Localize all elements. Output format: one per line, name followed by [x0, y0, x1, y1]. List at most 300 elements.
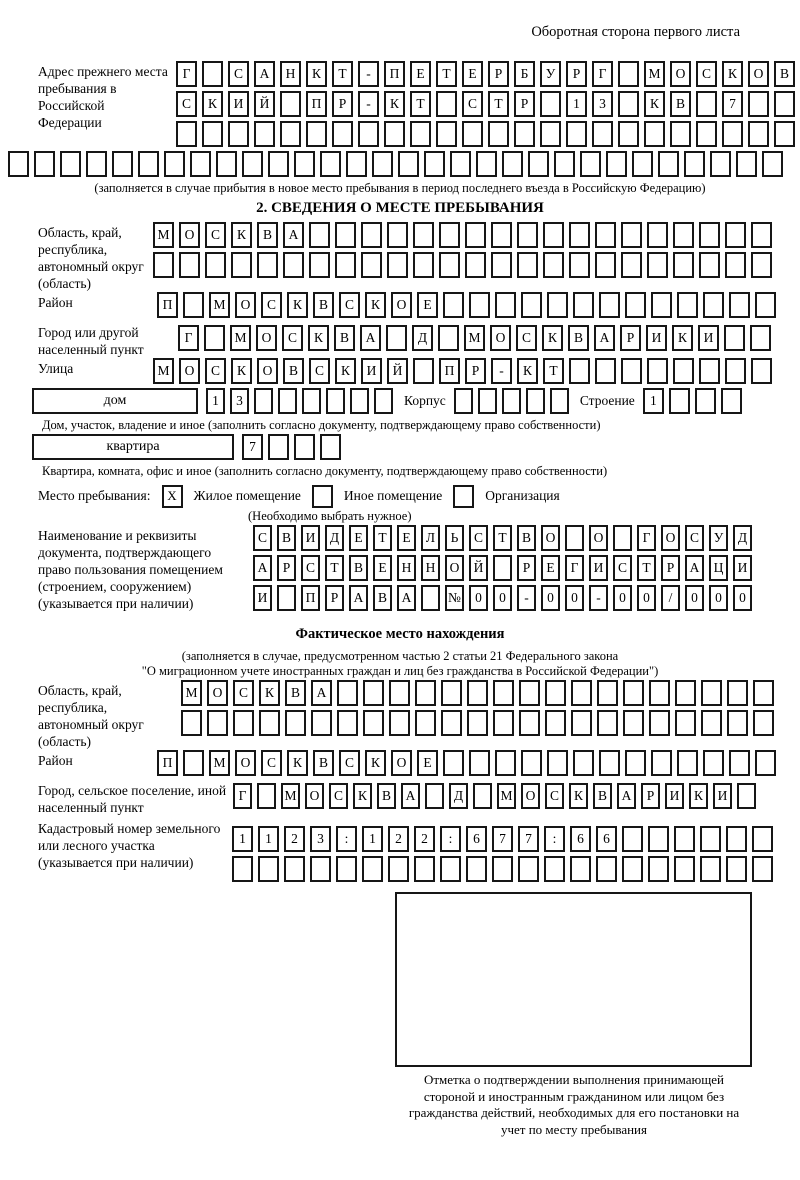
- form-cell[interactable]: С: [339, 292, 360, 318]
- form-cell[interactable]: [648, 856, 669, 882]
- form-cell[interactable]: О: [670, 61, 691, 87]
- form-cell[interactable]: О: [207, 680, 228, 706]
- form-cell[interactable]: М: [153, 222, 174, 248]
- form-cell[interactable]: [285, 710, 306, 736]
- form-cell[interactable]: [476, 151, 497, 177]
- form-cell[interactable]: [493, 555, 512, 581]
- form-cell[interactable]: [677, 750, 698, 776]
- form-cell[interactable]: [415, 710, 436, 736]
- form-cell[interactable]: М: [209, 292, 230, 318]
- form-cell[interactable]: [413, 222, 434, 248]
- form-cell[interactable]: [753, 680, 774, 706]
- form-cell[interactable]: С: [545, 783, 564, 809]
- form-cell[interactable]: [232, 856, 253, 882]
- form-cell[interactable]: [306, 121, 327, 147]
- form-cell[interactable]: Е: [462, 61, 483, 87]
- form-cell[interactable]: [473, 783, 492, 809]
- form-cell[interactable]: К: [287, 750, 308, 776]
- form-cell[interactable]: [311, 710, 332, 736]
- form-cell[interactable]: [621, 222, 642, 248]
- form-cell[interactable]: [540, 121, 561, 147]
- form-cell[interactable]: [469, 750, 490, 776]
- form-cell[interactable]: 0: [709, 585, 728, 611]
- form-cell[interactable]: [257, 252, 278, 278]
- form-cell[interactable]: О: [391, 750, 412, 776]
- form-cell[interactable]: [545, 680, 566, 706]
- form-cell[interactable]: П: [384, 61, 405, 87]
- form-cell[interactable]: [233, 710, 254, 736]
- form-cell[interactable]: -: [491, 358, 512, 384]
- form-cell[interactable]: К: [644, 91, 665, 117]
- form-cell[interactable]: С: [613, 555, 632, 581]
- form-cell[interactable]: А: [594, 325, 615, 351]
- form-cell[interactable]: А: [311, 680, 332, 706]
- form-cell[interactable]: Р: [514, 91, 535, 117]
- form-cell[interactable]: С: [516, 325, 537, 351]
- form-cell[interactable]: [677, 292, 698, 318]
- korpus-cells[interactable]: [454, 388, 574, 414]
- form-cell[interactable]: К: [722, 61, 743, 87]
- residence-checkbox-other-premises[interactable]: [312, 485, 333, 508]
- form-cell[interactable]: [649, 680, 670, 706]
- form-cell[interactable]: [573, 292, 594, 318]
- form-cell[interactable]: Л: [421, 525, 440, 551]
- form-cell[interactable]: [701, 680, 722, 706]
- form-cell[interactable]: [268, 434, 289, 460]
- form-cell[interactable]: П: [157, 750, 178, 776]
- form-cell[interactable]: [388, 856, 409, 882]
- form-cell[interactable]: С: [685, 525, 704, 551]
- form-cell[interactable]: О: [661, 525, 680, 551]
- form-cell[interactable]: [424, 151, 445, 177]
- form-cell[interactable]: [410, 121, 431, 147]
- form-cell[interactable]: [651, 292, 672, 318]
- form-cell[interactable]: [618, 91, 639, 117]
- form-cell[interactable]: [647, 358, 668, 384]
- form-cell[interactable]: С: [309, 358, 330, 384]
- form-cell[interactable]: [762, 151, 783, 177]
- form-cell[interactable]: [700, 826, 721, 852]
- form-cell[interactable]: :: [440, 826, 461, 852]
- form-cell[interactable]: [362, 856, 383, 882]
- form-cell[interactable]: Й: [254, 91, 275, 117]
- stroenie-cells[interactable]: [643, 388, 747, 414]
- form-cell[interactable]: К: [672, 325, 693, 351]
- form-cell[interactable]: [725, 252, 746, 278]
- form-cell[interactable]: 0: [637, 585, 656, 611]
- form-cell[interactable]: [439, 252, 460, 278]
- form-cell[interactable]: [622, 826, 643, 852]
- form-cell[interactable]: Г: [178, 325, 199, 351]
- form-cell[interactable]: В: [283, 358, 304, 384]
- form-cell[interactable]: [502, 388, 521, 414]
- form-cell[interactable]: А: [349, 585, 368, 611]
- form-cell[interactable]: [727, 710, 748, 736]
- form-cell[interactable]: [544, 856, 565, 882]
- form-cell[interactable]: Е: [373, 555, 392, 581]
- form-cell[interactable]: [280, 91, 301, 117]
- form-cell[interactable]: [361, 222, 382, 248]
- form-cell[interactable]: [183, 292, 204, 318]
- form-cell[interactable]: [257, 783, 276, 809]
- form-cell[interactable]: 7: [242, 434, 263, 460]
- form-cell[interactable]: И: [713, 783, 732, 809]
- form-cell[interactable]: [726, 856, 747, 882]
- form-cell[interactable]: [595, 358, 616, 384]
- form-cell[interactable]: Т: [637, 555, 656, 581]
- form-cell[interactable]: /: [661, 585, 680, 611]
- form-cell[interactable]: [363, 710, 384, 736]
- form-cell[interactable]: [651, 750, 672, 776]
- form-cell[interactable]: 0: [733, 585, 752, 611]
- form-cell[interactable]: С: [228, 61, 249, 87]
- form-cell[interactable]: О: [490, 325, 511, 351]
- form-cell[interactable]: 2: [388, 826, 409, 852]
- prev-address-row-1[interactable]: [176, 61, 800, 87]
- form-cell[interactable]: 7: [518, 826, 539, 852]
- form-cell[interactable]: Г: [233, 783, 252, 809]
- form-cell[interactable]: 2: [284, 826, 305, 852]
- form-cell[interactable]: 3: [592, 91, 613, 117]
- form-cell[interactable]: [569, 222, 590, 248]
- form-cell[interactable]: К: [569, 783, 588, 809]
- form-cell[interactable]: М: [153, 358, 174, 384]
- form-cell[interactable]: О: [256, 325, 277, 351]
- form-cell[interactable]: В: [373, 585, 392, 611]
- district-row[interactable]: [157, 292, 781, 318]
- form-cell[interactable]: [389, 680, 410, 706]
- document-row-1[interactable]: [253, 525, 757, 551]
- form-cell[interactable]: 0: [565, 585, 584, 611]
- form-cell[interactable]: [710, 151, 731, 177]
- prev-address-row-4[interactable]: [8, 151, 792, 177]
- form-cell[interactable]: [528, 151, 549, 177]
- form-cell[interactable]: [580, 151, 601, 177]
- form-cell[interactable]: А: [253, 555, 272, 581]
- form-cell[interactable]: Т: [325, 555, 344, 581]
- form-cell[interactable]: Р: [332, 91, 353, 117]
- form-cell[interactable]: И: [665, 783, 684, 809]
- form-cell[interactable]: М: [464, 325, 485, 351]
- form-cell[interactable]: М: [181, 680, 202, 706]
- form-cell[interactable]: Г: [637, 525, 656, 551]
- form-cell[interactable]: С: [176, 91, 197, 117]
- form-cell[interactable]: [309, 252, 330, 278]
- form-cell[interactable]: -: [517, 585, 536, 611]
- form-cell[interactable]: С: [205, 358, 226, 384]
- form-cell[interactable]: -: [589, 585, 608, 611]
- form-cell[interactable]: [774, 91, 795, 117]
- form-cell[interactable]: [543, 252, 564, 278]
- form-cell[interactable]: О: [445, 555, 464, 581]
- form-cell[interactable]: [183, 750, 204, 776]
- form-cell[interactable]: Т: [543, 358, 564, 384]
- form-cell[interactable]: [649, 710, 670, 736]
- form-cell[interactable]: [543, 222, 564, 248]
- form-cell[interactable]: [726, 826, 747, 852]
- actual-region-row-2[interactable]: [181, 710, 779, 736]
- form-cell[interactable]: Ц: [709, 555, 728, 581]
- form-cell[interactable]: [517, 222, 538, 248]
- form-cell[interactable]: [153, 252, 174, 278]
- form-cell[interactable]: [205, 252, 226, 278]
- form-cell[interactable]: [386, 325, 407, 351]
- form-cell[interactable]: О: [235, 750, 256, 776]
- form-cell[interactable]: [700, 856, 721, 882]
- document-row-2[interactable]: [253, 555, 757, 581]
- form-cell[interactable]: [254, 388, 273, 414]
- form-cell[interactable]: В: [285, 680, 306, 706]
- form-cell[interactable]: Б: [514, 61, 535, 87]
- form-cell[interactable]: [387, 252, 408, 278]
- form-cell[interactable]: [729, 292, 750, 318]
- form-cell[interactable]: [573, 750, 594, 776]
- form-cell[interactable]: [190, 151, 211, 177]
- form-cell[interactable]: [462, 121, 483, 147]
- form-cell[interactable]: [492, 856, 513, 882]
- form-cell[interactable]: [202, 121, 223, 147]
- form-cell[interactable]: О: [179, 222, 200, 248]
- form-cell[interactable]: [701, 710, 722, 736]
- form-cell[interactable]: Р: [465, 358, 486, 384]
- form-cell[interactable]: Г: [592, 61, 613, 87]
- form-cell[interactable]: [8, 151, 29, 177]
- form-cell[interactable]: С: [462, 91, 483, 117]
- form-cell[interactable]: [164, 151, 185, 177]
- form-cell[interactable]: [774, 121, 795, 147]
- form-cell[interactable]: [752, 826, 773, 852]
- form-cell[interactable]: [284, 856, 305, 882]
- form-cell[interactable]: У: [709, 525, 728, 551]
- form-cell[interactable]: Г: [565, 555, 584, 581]
- form-cell[interactable]: Р: [277, 555, 296, 581]
- form-cell[interactable]: [526, 388, 545, 414]
- form-cell[interactable]: 0: [493, 585, 512, 611]
- form-cell[interactable]: [699, 222, 720, 248]
- form-cell[interactable]: [231, 252, 252, 278]
- form-cell[interactable]: [465, 252, 486, 278]
- form-cell[interactable]: [495, 292, 516, 318]
- form-cell[interactable]: Р: [517, 555, 536, 581]
- form-cell[interactable]: [488, 121, 509, 147]
- form-cell[interactable]: 1: [206, 388, 225, 414]
- form-cell[interactable]: Е: [410, 61, 431, 87]
- form-cell[interactable]: Р: [661, 555, 680, 581]
- form-cell[interactable]: И: [589, 555, 608, 581]
- form-cell[interactable]: [623, 680, 644, 706]
- form-cell[interactable]: [521, 750, 542, 776]
- form-cell[interactable]: [283, 252, 304, 278]
- region-row-2[interactable]: [153, 252, 777, 278]
- form-cell[interactable]: С: [253, 525, 272, 551]
- form-cell[interactable]: К: [231, 222, 252, 248]
- form-cell[interactable]: [751, 222, 772, 248]
- form-cell[interactable]: [335, 252, 356, 278]
- form-cell[interactable]: К: [689, 783, 708, 809]
- form-cell[interactable]: Й: [469, 555, 488, 581]
- form-cell[interactable]: [436, 91, 457, 117]
- form-cell[interactable]: [752, 856, 773, 882]
- form-cell[interactable]: И: [646, 325, 667, 351]
- form-cell[interactable]: [310, 856, 331, 882]
- form-cell[interactable]: [569, 252, 590, 278]
- form-cell[interactable]: [621, 358, 642, 384]
- form-cell[interactable]: [675, 680, 696, 706]
- form-cell[interactable]: П: [301, 585, 320, 611]
- form-cell[interactable]: В: [377, 783, 396, 809]
- form-cell[interactable]: [425, 783, 444, 809]
- form-cell[interactable]: [204, 325, 225, 351]
- form-cell[interactable]: 0: [469, 585, 488, 611]
- form-cell[interactable]: [467, 710, 488, 736]
- form-cell[interactable]: [751, 252, 772, 278]
- form-cell[interactable]: В: [313, 292, 334, 318]
- form-cell[interactable]: [696, 121, 717, 147]
- form-cell[interactable]: [389, 710, 410, 736]
- form-cell[interactable]: Д: [325, 525, 344, 551]
- form-cell[interactable]: [623, 710, 644, 736]
- form-cell[interactable]: [361, 252, 382, 278]
- form-cell[interactable]: С: [233, 680, 254, 706]
- form-cell[interactable]: [625, 750, 646, 776]
- form-cell[interactable]: [440, 856, 461, 882]
- form-cell[interactable]: 1: [643, 388, 664, 414]
- form-cell[interactable]: [674, 856, 695, 882]
- form-cell[interactable]: [669, 388, 690, 414]
- form-cell[interactable]: [751, 358, 772, 384]
- form-cell[interactable]: [202, 61, 223, 87]
- form-cell[interactable]: [736, 151, 757, 177]
- residence-checkbox-dwelling[interactable]: X: [162, 485, 183, 508]
- form-cell[interactable]: [721, 388, 742, 414]
- form-cell[interactable]: [259, 710, 280, 736]
- cadastral-row-2[interactable]: [232, 856, 778, 882]
- form-cell[interactable]: [554, 151, 575, 177]
- form-cell[interactable]: [673, 358, 694, 384]
- form-cell[interactable]: [86, 151, 107, 177]
- form-cell[interactable]: [703, 750, 724, 776]
- form-cell[interactable]: С: [261, 292, 282, 318]
- form-cell[interactable]: [138, 151, 159, 177]
- form-cell[interactable]: [518, 856, 539, 882]
- form-cell[interactable]: [34, 151, 55, 177]
- form-cell[interactable]: [60, 151, 81, 177]
- form-cell[interactable]: О: [257, 358, 278, 384]
- form-cell[interactable]: [495, 750, 516, 776]
- form-cell[interactable]: [540, 91, 561, 117]
- form-cell[interactable]: С: [469, 525, 488, 551]
- form-cell[interactable]: [722, 121, 743, 147]
- form-cell[interactable]: [725, 358, 746, 384]
- form-cell[interactable]: В: [257, 222, 278, 248]
- form-cell[interactable]: [350, 388, 369, 414]
- form-cell[interactable]: [566, 121, 587, 147]
- form-cell[interactable]: 7: [492, 826, 513, 852]
- form-cell[interactable]: [613, 525, 632, 551]
- form-cell[interactable]: [571, 710, 592, 736]
- form-cell[interactable]: [521, 292, 542, 318]
- form-cell[interactable]: [724, 325, 745, 351]
- house-number-cells[interactable]: [206, 388, 398, 414]
- form-cell[interactable]: [547, 292, 568, 318]
- form-cell[interactable]: Н: [280, 61, 301, 87]
- form-cell[interactable]: [491, 222, 512, 248]
- form-cell[interactable]: 1: [232, 826, 253, 852]
- form-cell[interactable]: 0: [685, 585, 704, 611]
- residence-checkbox-organization[interactable]: [453, 485, 474, 508]
- form-cell[interactable]: К: [287, 292, 308, 318]
- form-cell[interactable]: [647, 222, 668, 248]
- form-cell[interactable]: О: [521, 783, 540, 809]
- form-cell[interactable]: -: [358, 91, 379, 117]
- form-cell[interactable]: Т: [373, 525, 392, 551]
- form-cell[interactable]: [441, 710, 462, 736]
- form-cell[interactable]: [280, 121, 301, 147]
- form-cell[interactable]: [670, 121, 691, 147]
- form-cell[interactable]: У: [540, 61, 561, 87]
- form-cell[interactable]: Р: [325, 585, 344, 611]
- prev-address-row-3[interactable]: [176, 121, 800, 147]
- form-cell[interactable]: [748, 121, 769, 147]
- form-cell[interactable]: [398, 151, 419, 177]
- form-cell[interactable]: Е: [541, 555, 560, 581]
- form-cell[interactable]: С: [205, 222, 226, 248]
- form-cell[interactable]: К: [259, 680, 280, 706]
- form-cell[interactable]: [547, 750, 568, 776]
- form-cell[interactable]: А: [254, 61, 275, 87]
- form-cell[interactable]: [565, 525, 584, 551]
- form-cell[interactable]: [363, 680, 384, 706]
- form-cell[interactable]: С: [329, 783, 348, 809]
- form-cell[interactable]: Е: [349, 525, 368, 551]
- form-cell[interactable]: [358, 121, 379, 147]
- form-cell[interactable]: [519, 680, 540, 706]
- form-cell[interactable]: К: [384, 91, 405, 117]
- form-cell[interactable]: О: [179, 358, 200, 384]
- city-row[interactable]: [178, 325, 776, 351]
- form-cell[interactable]: [326, 388, 345, 414]
- form-cell[interactable]: В: [568, 325, 589, 351]
- form-cell[interactable]: К: [517, 358, 538, 384]
- form-cell[interactable]: В: [670, 91, 691, 117]
- form-cell[interactable]: [753, 710, 774, 736]
- form-cell[interactable]: Р: [488, 61, 509, 87]
- form-cell[interactable]: [415, 680, 436, 706]
- form-cell[interactable]: [309, 222, 330, 248]
- form-cell[interactable]: [320, 434, 341, 460]
- form-cell[interactable]: [648, 826, 669, 852]
- form-cell[interactable]: Н: [421, 555, 440, 581]
- form-cell[interactable]: [450, 151, 471, 177]
- form-cell[interactable]: Д: [449, 783, 468, 809]
- form-cell[interactable]: О: [748, 61, 769, 87]
- form-cell[interactable]: [699, 358, 720, 384]
- form-cell[interactable]: [519, 710, 540, 736]
- form-cell[interactable]: [277, 585, 296, 611]
- form-cell[interactable]: [278, 388, 297, 414]
- form-cell[interactable]: Н: [397, 555, 416, 581]
- form-cell[interactable]: [374, 388, 393, 414]
- form-cell[interactable]: [493, 710, 514, 736]
- form-cell[interactable]: М: [644, 61, 665, 87]
- region-row-1[interactable]: [153, 222, 777, 248]
- form-cell[interactable]: М: [230, 325, 251, 351]
- form-cell[interactable]: [268, 151, 289, 177]
- form-cell[interactable]: [569, 358, 590, 384]
- form-cell[interactable]: [748, 91, 769, 117]
- form-cell[interactable]: Р: [620, 325, 641, 351]
- form-cell[interactable]: Й: [387, 358, 408, 384]
